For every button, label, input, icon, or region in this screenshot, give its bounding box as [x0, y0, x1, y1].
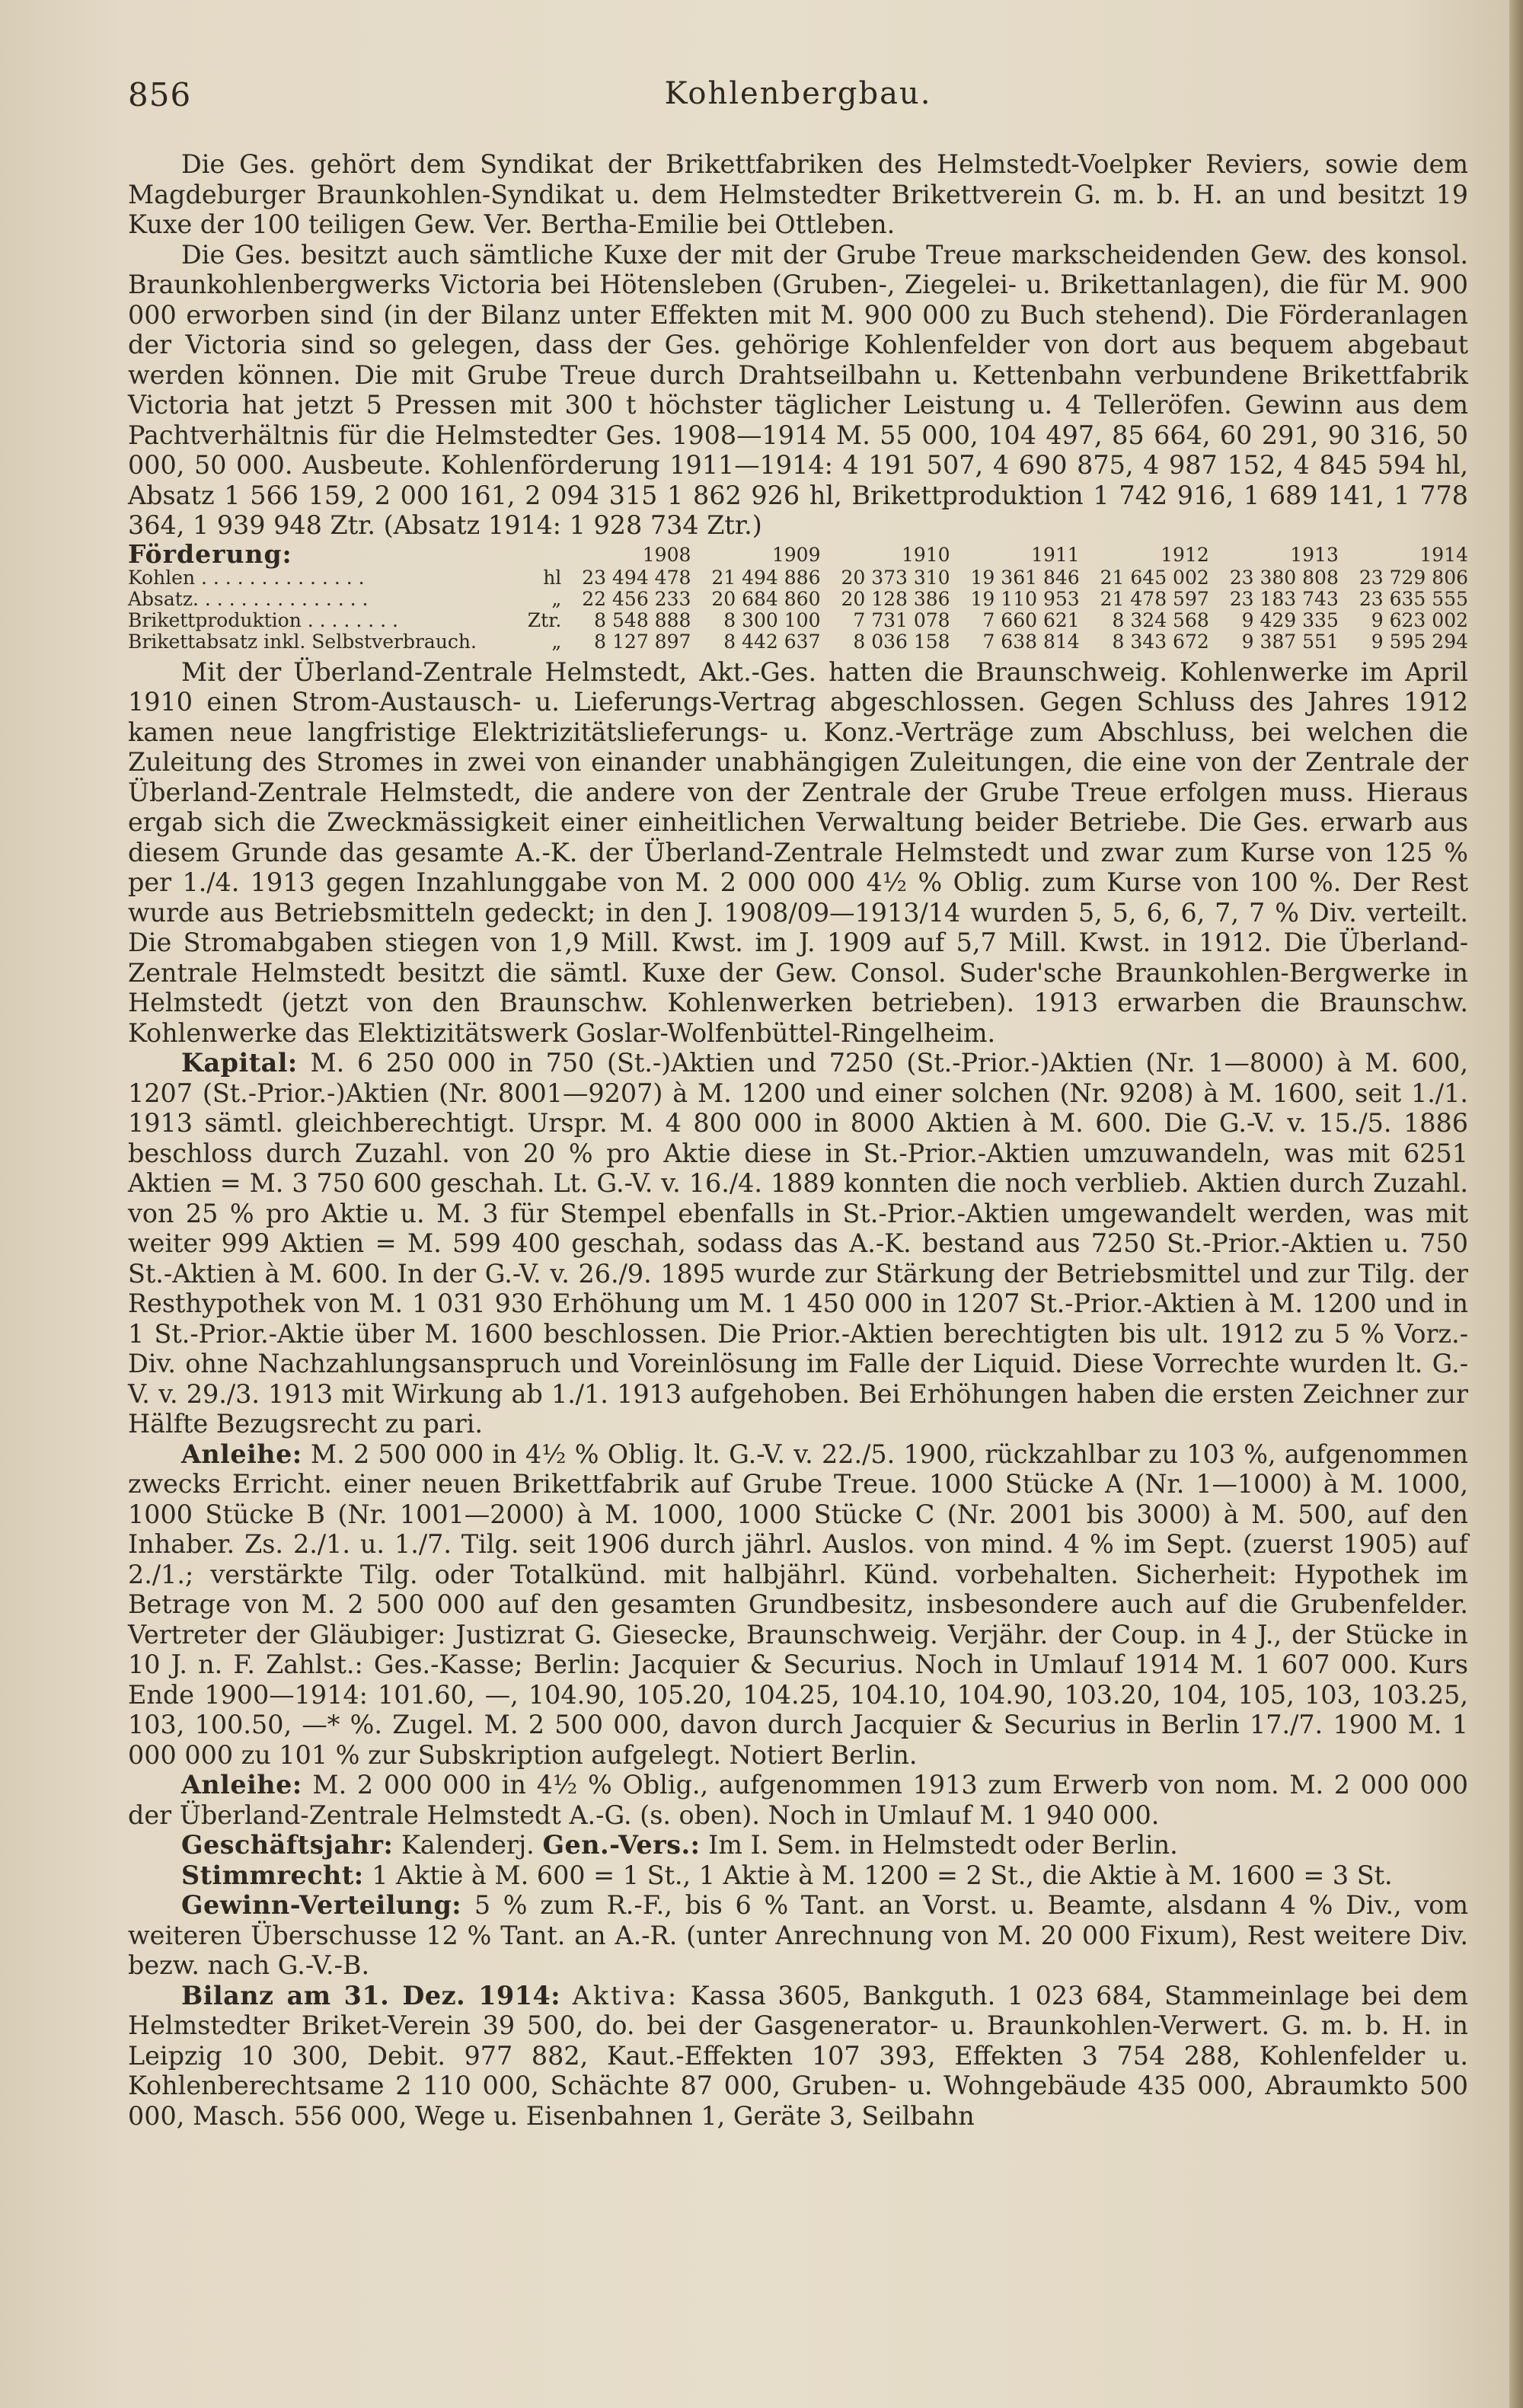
table-cell: 21 645 002 [1100, 566, 1209, 589]
section-label: Anleihe: [181, 1770, 302, 1800]
foerderung-header-row [128, 544, 1468, 567]
section-text: Kalenderj. [401, 1830, 535, 1860]
section-kapital [128, 1048, 1468, 1439]
body-text [128, 149, 1468, 2131]
table-row [128, 589, 1468, 610]
table-cell: 23 183 743 [1229, 587, 1339, 610]
table-cell: 9 429 335 [1241, 608, 1339, 631]
paragraph-ueberland-zentrale: Mit der Überland-Zentrale Helmstedt, Akt.-Ges. hatten die Braunschweig. Kohlenwerke im April 1910 einen Strom-Austausch- u. Lieferungs-Vertrag abgeschlossen. Gegen Schluss des Jahres 1912 kamen neue langfristige Elektrizitätslieferungs- u. Konz.-Verträge zum Abschluss, bei welchen die Zuleitung des Stromes in zwei von einander unabhängigen Zuleitungen, die eine von der Zentrale der Überland-Zentrale Helmstedt, die andere von der Zentrale der Grube Treue erfolgen muss. Hieraus ergab sich die Zweckmässigkeit einer einheitlichen Verwaltung beider Betriebe. Die Ges. erwarb aus diesem Grunde das gesamte A.-K. der Überland-Zentrale Helmstedt und zwar zum Kurse von 125 % per 1./4. 1913 gegen Inzahlunggabe von M. 2 000 000 4½ % Oblig. zum Kurse von 100 %. Der Rest wurde aus Betriebsmitteln gedeckt; in den J. 1908/09—1913/14 wurden 5, 5, 6, 6, 7, 7 % Div. verteilt. Die Stromabgaben stiegen von 1,9 Mill. Kwst. im J. 1909 auf 5,7 Mill. Kwst. in 1912. Die Überland-Zentrale Helmstedt besitzt die sämtl. Kuxe der Gew. Consol. Suder'sche Braunkohlen-Bergwerke in Helmstedt (jetzt von den Braunschw. Kohlenwerken betrieben). 1913 erwarben die Braunschw. Kohlenwerke das Elektizitätswerk Goslar-Wolfenbüttel-Ringelheim. [128, 656, 1468, 1048]
section-label: Anleihe: [181, 1439, 302, 1469]
table-row [128, 567, 1468, 589]
section-label: Gen.-Vers.: [542, 1830, 701, 1860]
section-stimmrecht [128, 1860, 1468, 1891]
running-title: Kohlenbergbau. [664, 76, 932, 111]
year-header: 1914 [1419, 544, 1468, 566]
year-header: 1912 [1161, 544, 1209, 566]
section-text: M. 2 500 000 in 4½ % Oblig. lt. G.-V. v. 22./5. 1900, rückzahlbar zu 103 %, aufgenommen zwecks Erricht. einer neuen Brikettfabrik auf Grube Treue. 1000 Stücke A (Nr. 1—1000) à M. 1000, 1000 Stücke B (Nr. 1001—2000) à M. 1000, 1000 Stücke C (Nr. 2001 bis 3000) à M. 500, auf den Inhaber. Zs. 2./1. u. 1./7. Tilg. seit 1906 durch jährl. Auslos. von mind. 4 % im Sept. (zuerst 1905) auf 2./1.; verstärkte Tilg. oder Totalkünd. mit halbjährl. Künd. vorbehalten. Sicherheit: Hypothek im Betrage von M. 2 500 000 auf den gesamten Grundbesitz, insbesondere auch auf die Grubenfelder. Vertreter der Gläubiger: Justizrat G. Giesecke, Braunschweig. Verjähr. der Coup. in 4 J., der Stücke in 10 J. n. F. Zahlst.: Ges.-Kasse; Berlin: Jacquier & Securius. Noch in Umlauf 1914 M. 1 607 000. Kurs Ende 1900—1914: 101.60, —, 104.90, 105.20, 104.25, 104.10, 104.90, 103.20, 104, 105, 103, 103.25, 103, 100.50, —* %. Zugel. M. 2 500 000, davon durch Jacquier & Securius in Berlin 17./7. 1900 M. 1 000 000 zu 101 % zur Subskription aufgelegt. Notiert Berlin. [128, 1439, 1468, 1770]
row-label: Brikettproduktion . . . . . . . . [128, 608, 398, 631]
table-cell: 8 343 672 [1112, 630, 1209, 653]
table-cell: 8 442 637 [723, 630, 821, 653]
table-cell: 9 387 551 [1241, 630, 1339, 653]
table-cell: 19 361 846 [970, 566, 1080, 589]
table-cell: 21 478 597 [1100, 587, 1209, 610]
section-gewinn-verteilung [128, 1890, 1468, 1981]
section-text: 5 % zum R.-F., bis 6 % Tant. an Vorst. u. Beamte, alsdann 4 % Div., vom weiteren Überschusse 12 % Tant. an A.-R. (unter Anrechnung von M. 20 000 Fixum), Rest weitere Div. bezw. nach G.-V.-B. [128, 1890, 1468, 1980]
year-header: 1910 [901, 544, 950, 566]
table-cell: 22 456 233 [582, 587, 691, 610]
row-unit: „ [551, 630, 562, 653]
section-text: 1 Aktie à M. 600 = 1 St., 1 Aktie à M. 1200 = 2 St., die Aktie à M. 1600 = 3 St. [372, 1860, 1393, 1890]
table-cell: 19 110 953 [970, 587, 1080, 610]
table-row [128, 610, 1468, 631]
year-header: 1909 [771, 544, 821, 566]
foerderung-heading: Förderung: [128, 538, 292, 569]
table-cell: 23 635 555 [1359, 587, 1468, 610]
row-unit: Ztr. [527, 608, 562, 631]
table-cell: 23 380 808 [1229, 566, 1339, 589]
table-cell: 20 373 310 [841, 566, 950, 589]
section-text: M. 2 000 000 in 4½ % Oblig., aufgenommen 1913 zum Erwerb von nom. M. 2 000 000 der Überland-Zentrale Helmstedt A.-G. (s. oben). Noch in Umlauf M. 1 940 000. [128, 1770, 1468, 1830]
section-anleihe-1 [128, 1439, 1468, 1771]
row-label: Absatz. . . . . . . . . . . . . . . [128, 587, 369, 610]
year-header: 1908 [642, 544, 691, 566]
section-label: Kapital: [181, 1048, 298, 1078]
year-header: 1913 [1290, 544, 1339, 566]
table-cell: 8 127 897 [594, 630, 691, 653]
table-cell: 8 548 888 [594, 608, 691, 631]
row-unit: hl [543, 566, 562, 589]
table-cell: 8 300 100 [723, 608, 821, 631]
row-label: Brikettabsatz inkl. Selbstverbrauch. [128, 630, 477, 653]
table-cell: 21 494 886 [711, 566, 821, 589]
aktiva-label: Aktiva: [572, 1980, 679, 2010]
table-cell: 23 494 478 [582, 566, 691, 589]
section-label: Stimmrecht: [181, 1860, 364, 1890]
page-header [128, 76, 1468, 122]
section-bilanz [128, 1981, 1468, 2132]
section-label: Gewinn-Verteilung: [181, 1890, 462, 1920]
table-cell: 7 638 814 [982, 630, 1080, 653]
section-text: Kassa 3605, Bankguth. 1 023 684, Stammeinlage bei dem Helmstedter Briket-Verein 39 500, do. bei der Gasgenerator- u. Braunkohlen-Verwert. G. m. b. H. in Leipzig 10 300, Debit. 977 882, Kaut.-Effekten 107 393, Effekten 3 754 288, Kohlenfelder u. Kohlenberechtsame 2 110 000, Schächte 87 000, Gruben- u. Wohngebäude 435 000, Abraumkto 500 000, Masch. 556 000, Wege u. Eisenbahnen 1, Geräte 3, Seilbahn [128, 1980, 1469, 2131]
page-edge [1509, 0, 1523, 2408]
table-cell: 23 729 806 [1359, 566, 1468, 589]
table-cell: 7 660 621 [982, 608, 1080, 631]
row-label: Kohlen . . . . . . . . . . . . . . [128, 566, 365, 589]
table-cell: 8 324 568 [1112, 608, 1209, 631]
section-label: Geschäftsjahr: [181, 1830, 394, 1860]
table-cell: 7 731 078 [853, 608, 950, 631]
section-geschaeftsjahr [128, 1830, 1468, 1860]
section-text: Im I. Sem. in Helmstedt oder Berlin. [708, 1830, 1178, 1860]
section-anleihe-2 [128, 1770, 1468, 1830]
table-cell: 9 623 002 [1371, 608, 1468, 631]
section-text: M. 6 250 000 in 750 (St.-)Aktien und 7250 (St.-Prior.-)Aktien (Nr. 1—8000) à M. 600, 1207 (St.-Prior.-)Aktien (Nr. 8001—9207) à M. 1200 und einer solchen (Nr. 9208) à M. 1600, seit 1./1. 1913 sämtl. gleichberechtigt. Urspr. M. 4 800 000 in 8000 Aktien à M. 600. Die G.-V. v. 15./5. 1886 beschloss durch Zuzahl. von 20 % pro Aktie diese in St.-Prior.-Aktien umzuwandeln, was mit 6251 Aktien = M. 3 750 600 geschah. Lt. G.-V. v. 16./4. 1889 konnten die noch verblieb. Aktien durch Zuzahl. von 25 % pro Aktie u. M. 3 für Stempel ebenfalls in St.-Prior.-Aktien umgewandelt werden, was mit weiter 999 Aktien = M. 599 400 geschah, sodass das A.-K. bestand aus 7250 St.-Prior.-Aktien u. 750 St.-Aktien à M. 600. In der G.-V. v. 26./9. 1895 wurde zur Stärkung der Betriebsmittel und zur Tilg. der Resthypothek von M. 1 031 930 Erhöhung um M. 1 450 000 in 1207 St.-Prior.-Aktien à M. 1200 und in 1 St.-Prior.-Aktie über M. 1600 beschlossen. Die Prior.-Aktien berechtigten bis ult. 1912 zu 5 % Vorz.-Div. ohne Nachzahlungsanspruch und Voreinlösung im Falle der Liquid. Diese Vorrechte wurden lt. G.-V. v. 29./3. 1913 mit Wirkung ab 1./1. 1913 aufgehoben. Bei Erhöhungen haben die ersten Zeichner zur Hälfte Bezugsrecht zu pari. [128, 1048, 1468, 1439]
page-number: 856 [128, 76, 192, 113]
foerderung-table [128, 538, 1468, 653]
table-cell: 20 684 860 [711, 587, 821, 610]
paragraph-victoria: Die Ges. besitzt auch sämtliche Kuxe der mit der Grube Treue markscheidenden Gew. des konsol. Braunkohlenbergwerks Victoria bei Hötensleben (Gruben-, Ziegelei- u. Brikettanlagen), die für M. 900 000 erworben sind (in der Bilanz unter Effekten mit M. 900 000 zu Buch stehend). Die Förderanlagen der Victoria sind so gelegen, dass der Ges. gehörige Kohlenfelder von dort aus bequem abgebaut werden können. Die mit Grube Treue durch Drahtseilbahn u. Kettenbahn verbundene Brikettfabrik Victoria hat jetzt 5 Pressen mit 300 t höchster täglicher Leistung u. 4 Telleröfen. Gewinn aus dem Pachtverhältnis für die Helmstedter Ges. 1908—1914 M. 55 000, 104 497, 85 664, 60 291, 90 316, 50 000, 50 000. Ausbeute. Kohlenförderung 1911—1914: 4 191 507, 4 690 875, 4 987 152, 4 845 594 hl, Absatz 1 566 159, 2 000 161, 2 094 315 1 862 926 hl, Brikettproduktion 1 742 916, 1 689 141, 1 778 364, 1 939 948 Ztr. (Absatz 1914: 1 928 734 Ztr.) [128, 239, 1468, 540]
table-row [128, 631, 1468, 653]
table-cell: 20 128 386 [841, 587, 950, 610]
section-label: Bilanz am 31. Dez. 1914: [181, 1980, 561, 2010]
table-cell: 9 595 294 [1371, 630, 1468, 653]
row-unit: „ [551, 587, 562, 610]
paragraph-syndikat: Die Ges. gehört dem Syndikat der Brikettfabriken des Helmstedt-Voelpker Reviers, sowie dem Magdeburger Braunkohlen-Syndikat u. dem Helmstedter Brikettverein G. m. b. H. an und besitzt 19 Kuxe der 100 teiligen Gew. Ver. Bertha-Emilie bei Ottleben. [128, 149, 1468, 239]
table-cell: 8 036 158 [853, 630, 950, 653]
year-header: 1911 [1031, 544, 1080, 566]
